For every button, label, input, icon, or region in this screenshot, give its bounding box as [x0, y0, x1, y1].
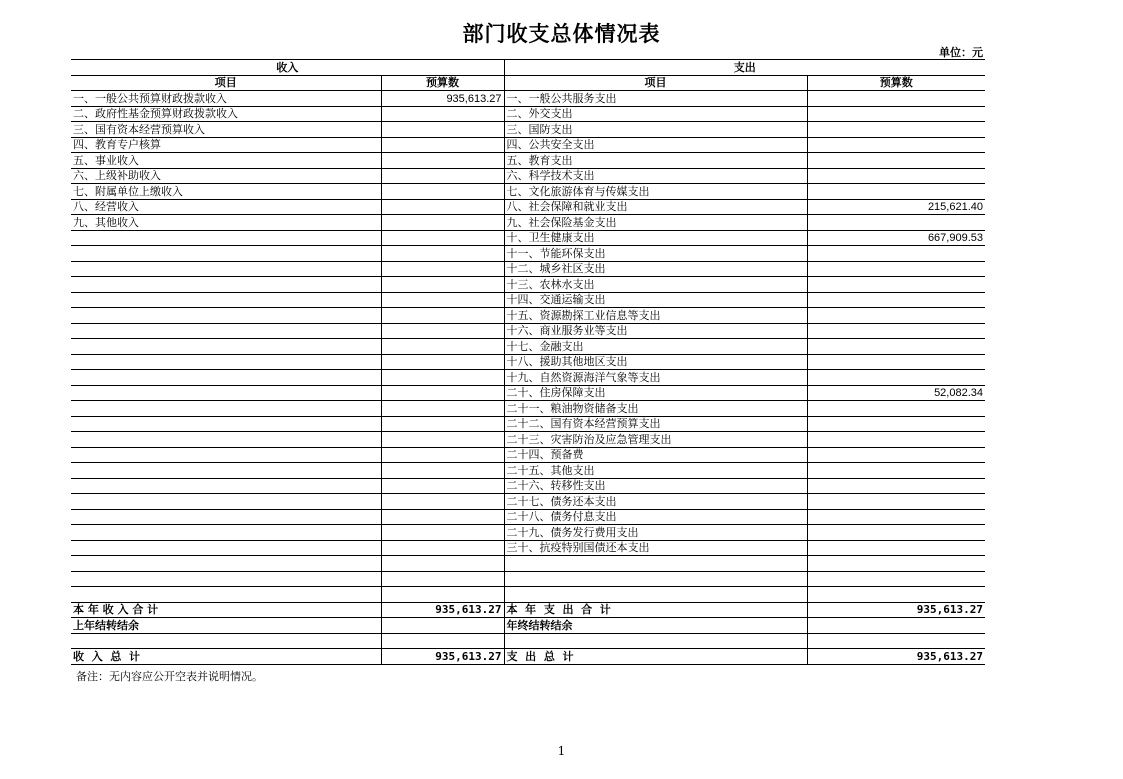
expense-value-cell: 667,909.53 [807, 230, 985, 246]
income-value-cell [381, 587, 504, 603]
expense-item-cell: 二十九、债务发行费用支出 [504, 525, 807, 541]
income-value-cell [381, 230, 504, 246]
table-row [71, 432, 985, 448]
expense-item-cell: 十八、援助其他地区支出 [504, 354, 807, 370]
income-value-cell [381, 478, 504, 494]
table-row [71, 230, 985, 246]
income-value-cell [381, 246, 504, 262]
table-row [71, 478, 985, 494]
expense-value-cell [807, 277, 985, 293]
expense-value-cell: 215,621.40 [807, 199, 985, 215]
expense-value-cell [807, 509, 985, 525]
income-item-cell [71, 246, 381, 262]
spacer-row [71, 633, 985, 649]
income-value-cell [381, 447, 504, 463]
income-item-cell: 七、附属单位上缴收入 [71, 184, 381, 200]
table-row [71, 385, 985, 401]
income-value-cell [381, 509, 504, 525]
table-row [71, 137, 985, 153]
table-row [71, 199, 985, 215]
table-row [71, 401, 985, 417]
table-row [71, 292, 985, 308]
income-item-cell [71, 556, 381, 572]
expense-item-cell [504, 556, 807, 572]
expense-value-cell [807, 587, 985, 603]
carryover-in-value [381, 618, 504, 634]
income-item-cell [71, 525, 381, 541]
table-row [71, 323, 985, 339]
year-expense-total-label: 本 年 支 出 合 计 [504, 602, 807, 618]
income-value-cell [381, 199, 504, 215]
expense-value-cell [807, 525, 985, 541]
table-row [71, 463, 985, 479]
carryover-out-value [807, 618, 985, 634]
income-value-cell [381, 168, 504, 184]
expense-header: 支出 [504, 60, 985, 76]
expense-item-cell [504, 571, 807, 587]
expense-item-cell: 二十八、债务付息支出 [504, 509, 807, 525]
expense-value-cell [807, 137, 985, 153]
table-row [71, 168, 985, 184]
year-total-row [71, 602, 985, 618]
expense-item-cell: 二、外交支出 [504, 106, 807, 122]
income-value-cell [381, 463, 504, 479]
income-item-cell [71, 292, 381, 308]
expense-value-cell [807, 447, 985, 463]
income-value-cell [381, 261, 504, 277]
expense-item-cell: 二十七、债务还本支出 [504, 494, 807, 510]
table-row [71, 339, 985, 355]
expense-item-cell: 八、社会保障和就业支出 [504, 199, 807, 215]
income-value-cell [381, 525, 504, 541]
expense-budget-header: 预算数 [807, 75, 985, 91]
expense-item-cell: 一、一般公共服务支出 [504, 91, 807, 107]
expense-item-cell: 二十二、国有资本经营预算支出 [504, 416, 807, 432]
expense-item-cell: 十三、农林水支出 [504, 277, 807, 293]
year-expense-total-value: 935,613.27 [807, 602, 985, 618]
table-row [71, 556, 985, 572]
grand-income-total-value: 935,613.27 [381, 649, 504, 665]
page-number: 1 [557, 744, 566, 758]
page-title: 部门收支总体情况表 [462, 22, 661, 46]
income-item-cell [71, 308, 381, 324]
carryover-out-label: 年终结转结余 [504, 618, 807, 634]
expense-item-cell: 五、教育支出 [504, 153, 807, 169]
income-item-cell [71, 447, 381, 463]
expense-value-cell [807, 540, 985, 556]
income-value-cell: 935,613.27 [381, 91, 504, 107]
income-item-cell: 三、国有资本经营预算收入 [71, 122, 381, 138]
expense-value-cell [807, 478, 985, 494]
grand-expense-total-label: 支 出 总 计 [504, 649, 807, 665]
income-item-cell [71, 571, 381, 587]
income-item-cell [71, 587, 381, 603]
income-item-cell: 九、其他收入 [71, 215, 381, 231]
income-value-cell [381, 416, 504, 432]
income-item-cell: 一、一般公共预算财政拨款收入 [71, 91, 381, 107]
income-value-cell [381, 385, 504, 401]
expense-item-cell: 二十一、粮油物资储备支出 [504, 401, 807, 417]
income-value-cell [381, 432, 504, 448]
expense-value-cell [807, 339, 985, 355]
table-row [71, 215, 985, 231]
expense-value-cell [807, 215, 985, 231]
table-row [71, 416, 985, 432]
income-value-cell [381, 370, 504, 386]
income-value-cell [381, 339, 504, 355]
expense-value-cell [807, 323, 985, 339]
income-item-cell [71, 370, 381, 386]
income-item-cell [71, 261, 381, 277]
expense-item-cell: 十一、节能环保支出 [504, 246, 807, 262]
table-row [71, 106, 985, 122]
table-row [71, 540, 985, 556]
income-item-cell: 二、政府性基金预算财政拨款收入 [71, 106, 381, 122]
grand-expense-total-value: 935,613.27 [807, 649, 985, 665]
income-item-cell: 五、事业收入 [71, 153, 381, 169]
income-value-cell [381, 494, 504, 510]
income-item-cell [71, 432, 381, 448]
expense-value-cell [807, 153, 985, 169]
income-header: 收入 [71, 60, 504, 76]
income-item-cell [71, 463, 381, 479]
expense-item-cell: 三、国防支出 [504, 122, 807, 138]
income-item-cell: 六、上级补助收入 [71, 168, 381, 184]
income-item-cell [71, 494, 381, 510]
expense-item-cell: 二十五、其他支出 [504, 463, 807, 479]
income-item-cell: 八、经营收入 [71, 199, 381, 215]
expense-value-cell [807, 494, 985, 510]
footnote: 备注：无内容应公开空表并说明情况。 [76, 670, 263, 683]
budget-table [71, 59, 985, 665]
table-row [71, 277, 985, 293]
income-value-cell [381, 401, 504, 417]
income-value-cell [381, 354, 504, 370]
income-value-cell [381, 153, 504, 169]
expense-value-cell [807, 401, 985, 417]
grand-income-total-label: 收 入 总 计 [71, 649, 381, 665]
year-income-total-value: 935,613.27 [381, 602, 504, 618]
table-row [71, 261, 985, 277]
expense-item-cell: 十六、商业服务业等支出 [504, 323, 807, 339]
table-row [71, 122, 985, 138]
income-item-cell [71, 323, 381, 339]
expense-value-cell [807, 184, 985, 200]
income-value-cell [381, 571, 504, 587]
expense-value-cell [807, 370, 985, 386]
table-row [71, 525, 985, 541]
expense-value-cell [807, 168, 985, 184]
table-row [71, 153, 985, 169]
table-row [71, 184, 985, 200]
expense-value-cell: 52,082.34 [807, 385, 985, 401]
expense-value-cell [807, 106, 985, 122]
income-budget-header: 预算数 [381, 75, 504, 91]
expense-value-cell [807, 556, 985, 572]
expense-item-cell: 十四、交通运输支出 [504, 292, 807, 308]
expense-value-cell [807, 308, 985, 324]
expense-value-cell [807, 463, 985, 479]
expense-value-cell [807, 122, 985, 138]
income-item-cell [71, 277, 381, 293]
expense-item-cell: 十七、金融支出 [504, 339, 807, 355]
table-row [71, 494, 985, 510]
table-row [71, 509, 985, 525]
income-item-cell [71, 416, 381, 432]
table-row [71, 246, 985, 262]
income-item-cell [71, 509, 381, 525]
expense-value-cell [807, 571, 985, 587]
income-value-cell [381, 540, 504, 556]
expense-value-cell [807, 292, 985, 308]
expense-item-cell: 二十六、转移性支出 [504, 478, 807, 494]
income-item-cell: 四、教育专户核算 [71, 137, 381, 153]
table-row [71, 308, 985, 324]
income-value-cell [381, 106, 504, 122]
income-item-header: 项目 [71, 75, 381, 91]
carryover-in-label: 上年结转结余 [71, 618, 381, 634]
income-value-cell [381, 277, 504, 293]
income-value-cell [381, 122, 504, 138]
income-value-cell [381, 308, 504, 324]
income-value-cell [381, 137, 504, 153]
income-value-cell [381, 323, 504, 339]
table-row [71, 354, 985, 370]
income-value-cell [381, 215, 504, 231]
unit-label: 单位：元 [939, 46, 983, 59]
expense-item-cell: 七、文化旅游体育与传媒支出 [504, 184, 807, 200]
income-item-cell [71, 339, 381, 355]
section-header-row [71, 60, 985, 76]
table-row [71, 370, 985, 386]
table-row [71, 447, 985, 463]
income-item-cell [71, 385, 381, 401]
income-value-cell [381, 184, 504, 200]
table-row [71, 587, 985, 603]
table-row [71, 91, 985, 107]
expense-value-cell [807, 91, 985, 107]
expense-item-cell [504, 587, 807, 603]
expense-item-cell: 四、公共安全支出 [504, 137, 807, 153]
expense-item-cell: 九、社会保险基金支出 [504, 215, 807, 231]
table-row [71, 571, 985, 587]
income-item-cell [71, 354, 381, 370]
expense-item-header: 项目 [504, 75, 807, 91]
expense-item-cell: 六、科学技术支出 [504, 168, 807, 184]
expense-item-cell: 十五、资源勘探工业信息等支出 [504, 308, 807, 324]
expense-item-cell: 十九、自然资源海洋气象等支出 [504, 370, 807, 386]
income-value-cell [381, 292, 504, 308]
expense-value-cell [807, 354, 985, 370]
expense-item-cell: 二十四、预备费 [504, 447, 807, 463]
grand-total-row [71, 649, 985, 665]
income-item-cell [71, 540, 381, 556]
income-item-cell [71, 401, 381, 417]
expense-item-cell: 三十、抗疫特别国债还本支出 [504, 540, 807, 556]
year-income-total-label: 本 年 收 入 合 计 [71, 602, 381, 618]
expense-item-cell: 十二、城乡社区支出 [504, 261, 807, 277]
expense-item-cell: 二十、住房保障支出 [504, 385, 807, 401]
column-header-row [71, 75, 985, 91]
income-item-cell [71, 478, 381, 494]
expense-value-cell [807, 261, 985, 277]
carryover-row [71, 618, 985, 634]
expense-value-cell [807, 432, 985, 448]
income-item-cell [71, 230, 381, 246]
income-value-cell [381, 556, 504, 572]
expense-item-cell: 二十三、灾害防治及应急管理支出 [504, 432, 807, 448]
expense-value-cell [807, 416, 985, 432]
expense-value-cell [807, 246, 985, 262]
expense-item-cell: 十、卫生健康支出 [504, 230, 807, 246]
